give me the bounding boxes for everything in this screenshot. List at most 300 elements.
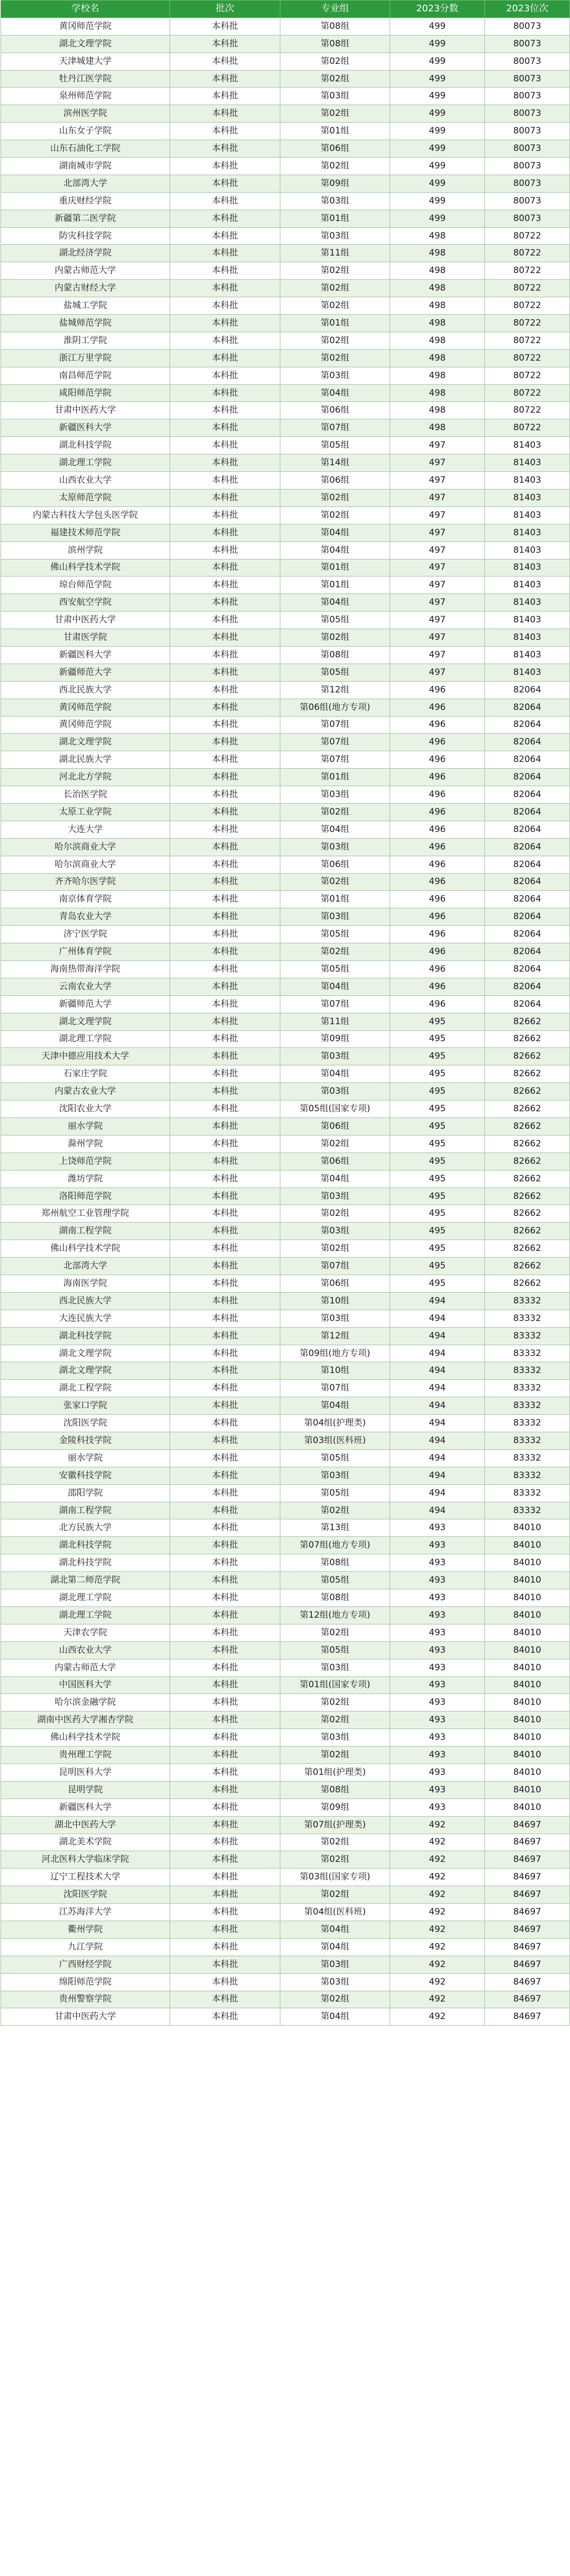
score-cell: 498 xyxy=(390,297,485,315)
school-name-cell: 江苏海洋大学 xyxy=(1,1904,170,1921)
rank-cell: 81403 xyxy=(485,612,570,629)
table-row xyxy=(1,18,570,35)
score-cell: 493 xyxy=(390,1537,485,1554)
rank-cell: 82662 xyxy=(485,1188,570,1205)
batch-cell: 本科批 xyxy=(170,192,280,210)
school-name-cell: 济宁医学院 xyxy=(1,926,170,943)
score-cell: 498 xyxy=(390,315,485,332)
school-name-cell: 贵州警察学院 xyxy=(1,1991,170,2008)
table-row xyxy=(1,978,570,995)
major-group-cell: 第03组(医科班) xyxy=(280,1432,390,1450)
batch-cell: 本科批 xyxy=(170,1258,280,1275)
rank-cell: 83332 xyxy=(485,1345,570,1362)
school-name-cell: 滨州医学院 xyxy=(1,105,170,123)
score-cell: 493 xyxy=(390,1764,485,1781)
school-name-cell: 湖北文理学院 xyxy=(1,1013,170,1030)
major-group-cell: 第07组 xyxy=(280,716,390,734)
batch-cell: 本科批 xyxy=(170,559,280,577)
batch-cell: 本科批 xyxy=(170,1869,280,1886)
batch-cell: 本科批 xyxy=(170,1100,280,1118)
batch-cell: 本科批 xyxy=(170,175,280,192)
score-cell: 493 xyxy=(390,1554,485,1572)
major-group-cell: 第01组 xyxy=(280,210,390,227)
rank-cell: 84697 xyxy=(485,1973,570,1991)
score-cell: 496 xyxy=(390,995,485,1013)
batch-cell: 本科批 xyxy=(170,1764,280,1781)
school-name-cell: 西北民族大学 xyxy=(1,1292,170,1310)
rank-cell: 82064 xyxy=(485,995,570,1013)
score-cell: 495 xyxy=(390,1223,485,1240)
batch-cell: 本科批 xyxy=(170,280,280,297)
batch-cell: 本科批 xyxy=(170,1467,280,1484)
batch-cell: 本科批 xyxy=(170,1327,280,1345)
major-group-cell: 第08组 xyxy=(280,1554,390,1572)
score-cell: 499 xyxy=(390,18,485,35)
table-row xyxy=(1,838,570,856)
rank-cell: 80073 xyxy=(485,192,570,210)
batch-cell: 本科批 xyxy=(170,1240,280,1258)
school-name-cell: 湖北理工学院 xyxy=(1,1030,170,1048)
batch-cell: 本科批 xyxy=(170,612,280,629)
rank-cell: 83332 xyxy=(485,1484,570,1502)
score-cell: 499 xyxy=(390,123,485,140)
table-row xyxy=(1,734,570,751)
header-rank-2023: 2023位次 xyxy=(485,1,570,18)
major-group-cell: 第02组 xyxy=(280,349,390,367)
score-cell: 495 xyxy=(390,1258,485,1275)
batch-cell: 本科批 xyxy=(170,454,280,472)
batch-cell: 本科批 xyxy=(170,856,280,873)
school-name-cell: 西北民族大学 xyxy=(1,681,170,699)
table-row xyxy=(1,1519,570,1537)
batch-cell: 本科批 xyxy=(170,577,280,594)
batch-cell: 本科批 xyxy=(170,960,280,978)
school-name-cell: 佛山科学技术学院 xyxy=(1,1240,170,1258)
major-group-cell: 第08组 xyxy=(280,1589,390,1607)
major-group-cell: 第03组 xyxy=(280,192,390,210)
table-row xyxy=(1,53,570,70)
batch-cell: 本科批 xyxy=(170,1310,280,1327)
score-cell: 493 xyxy=(390,1747,485,1764)
major-group-cell: 第03组 xyxy=(280,1973,390,1991)
batch-cell: 本科批 xyxy=(170,995,280,1013)
school-name-cell: 湖北理工学院 xyxy=(1,1589,170,1607)
batch-cell: 本科批 xyxy=(170,262,280,280)
rank-cell: 81403 xyxy=(485,489,570,506)
school-name-cell: 金陵科技学院 xyxy=(1,1432,170,1450)
rank-cell: 84010 xyxy=(485,1589,570,1607)
major-group-cell: 第02组 xyxy=(280,629,390,647)
major-group-cell: 第02组 xyxy=(280,158,390,175)
table-row xyxy=(1,786,570,804)
score-cell: 492 xyxy=(390,1973,485,1991)
school-name-cell: 哈尔滨商业大学 xyxy=(1,838,170,856)
batch-cell: 本科批 xyxy=(170,402,280,419)
batch-cell: 本科批 xyxy=(170,1554,280,1572)
table-row xyxy=(1,1973,570,1991)
table-row xyxy=(1,1449,570,1467)
rank-cell: 82064 xyxy=(485,751,570,769)
major-group-cell: 第02组 xyxy=(280,1624,390,1641)
score-cell: 496 xyxy=(390,803,485,821)
rank-cell: 81403 xyxy=(485,559,570,577)
rank-cell: 83332 xyxy=(485,1397,570,1415)
table-row xyxy=(1,1676,570,1694)
major-group-cell: 第03组 xyxy=(280,1956,390,1973)
table-row xyxy=(1,1118,570,1136)
rank-cell: 80722 xyxy=(485,297,570,315)
header-major-group: 专业组 xyxy=(280,1,390,18)
rank-cell: 84010 xyxy=(485,1747,570,1764)
table-row xyxy=(1,995,570,1013)
table-row xyxy=(1,367,570,384)
school-name-cell: 湖南工程学院 xyxy=(1,1223,170,1240)
table-row xyxy=(1,803,570,821)
school-name-cell: 衢州学院 xyxy=(1,1921,170,1938)
major-group-cell: 第12组 xyxy=(280,681,390,699)
table-row xyxy=(1,1153,570,1170)
rank-cell: 84010 xyxy=(485,1694,570,1711)
table-row xyxy=(1,612,570,629)
major-group-cell: 第09组 xyxy=(280,1799,390,1816)
batch-cell: 本科批 xyxy=(170,1659,280,1676)
table-row xyxy=(1,192,570,210)
school-name-cell: 湖北工程学院 xyxy=(1,1380,170,1397)
table-row xyxy=(1,297,570,315)
table-row xyxy=(1,1432,570,1450)
major-group-cell: 第03组 xyxy=(280,1048,390,1065)
batch-cell: 本科批 xyxy=(170,629,280,647)
major-group-cell: 第03组 xyxy=(280,786,390,804)
score-cell: 494 xyxy=(390,1380,485,1397)
major-group-cell: 第02组 xyxy=(280,280,390,297)
score-cell: 494 xyxy=(390,1467,485,1484)
major-group-cell: 第05组 xyxy=(280,664,390,681)
school-name-cell: 大连民族大学 xyxy=(1,1310,170,1327)
school-name-cell: 潍坊学院 xyxy=(1,1170,170,1188)
major-group-cell: 第01组 xyxy=(280,315,390,332)
table-row xyxy=(1,1589,570,1607)
score-cell: 496 xyxy=(390,681,485,699)
batch-cell: 本科批 xyxy=(170,1641,280,1659)
rank-cell: 83332 xyxy=(485,1362,570,1380)
major-group-cell: 第07组 xyxy=(280,995,390,1013)
score-cell: 499 xyxy=(390,53,485,70)
batch-cell: 本科批 xyxy=(170,1834,280,1851)
score-cell: 496 xyxy=(390,960,485,978)
batch-cell: 本科批 xyxy=(170,297,280,315)
table-row xyxy=(1,1869,570,1886)
table-row xyxy=(1,1711,570,1729)
table-row xyxy=(1,873,570,891)
rank-cell: 80722 xyxy=(485,402,570,419)
school-name-cell: 湖北科技学院 xyxy=(1,1327,170,1345)
table-row xyxy=(1,227,570,245)
rank-cell: 81403 xyxy=(485,541,570,559)
rank-cell: 82064 xyxy=(485,978,570,995)
rank-cell: 82064 xyxy=(485,908,570,926)
major-group-cell: 第03组 xyxy=(280,838,390,856)
batch-cell: 本科批 xyxy=(170,472,280,489)
table-row xyxy=(1,1065,570,1083)
header-school-name: 学校名 xyxy=(1,1,170,18)
major-group-cell: 第06组 xyxy=(280,140,390,158)
header-batch: 批次 xyxy=(170,1,280,18)
batch-cell: 本科批 xyxy=(170,1729,280,1747)
major-group-cell: 第01组 xyxy=(280,891,390,908)
batch-cell: 本科批 xyxy=(170,53,280,70)
major-group-cell: 第02组 xyxy=(280,1886,390,1904)
batch-cell: 本科批 xyxy=(170,1781,280,1799)
school-name-cell: 福建技术师范学院 xyxy=(1,524,170,541)
school-name-cell: 大连大学 xyxy=(1,821,170,838)
table-row xyxy=(1,1799,570,1816)
major-group-cell: 第12组(地方专项) xyxy=(280,1606,390,1624)
score-cell: 498 xyxy=(390,349,485,367)
major-group-cell: 第04组 xyxy=(280,1065,390,1083)
score-cell: 499 xyxy=(390,35,485,53)
school-name-cell: 湖北理工学院 xyxy=(1,454,170,472)
score-cell: 495 xyxy=(390,1048,485,1065)
major-group-cell: 第07组(护理类) xyxy=(280,1816,390,1834)
score-cell: 494 xyxy=(390,1345,485,1362)
table-row xyxy=(1,1083,570,1100)
table-row xyxy=(1,891,570,908)
school-name-cell: 淮阴工学院 xyxy=(1,332,170,349)
table-row xyxy=(1,664,570,681)
school-name-cell: 新疆医科大学 xyxy=(1,419,170,437)
major-group-cell: 第06组 xyxy=(280,1118,390,1136)
header-score-2023: 2023分数 xyxy=(390,1,485,18)
major-group-cell: 第07组 xyxy=(280,751,390,769)
major-group-cell: 第03组 xyxy=(280,227,390,245)
major-group-cell: 第02组 xyxy=(280,1240,390,1258)
batch-cell: 本科批 xyxy=(170,803,280,821)
school-name-cell: 天津农学院 xyxy=(1,1624,170,1641)
table-row xyxy=(1,1345,570,1362)
score-cell: 499 xyxy=(390,210,485,227)
rank-cell: 82662 xyxy=(485,1240,570,1258)
major-group-cell: 第11组 xyxy=(280,245,390,262)
school-name-cell: 绵阳师范学院 xyxy=(1,1973,170,1991)
score-cell: 496 xyxy=(390,908,485,926)
table-row xyxy=(1,105,570,123)
batch-cell: 本科批 xyxy=(170,1292,280,1310)
score-cell: 496 xyxy=(390,891,485,908)
major-group-cell: 第01组 xyxy=(280,123,390,140)
batch-cell: 本科批 xyxy=(170,332,280,349)
major-group-cell: 第01组(国家专项) xyxy=(280,1676,390,1694)
table-row xyxy=(1,1781,570,1799)
major-group-cell: 第04组(护理类) xyxy=(280,1415,390,1432)
major-group-cell: 第06组 xyxy=(280,472,390,489)
batch-cell: 本科批 xyxy=(170,1747,280,1764)
major-group-cell: 第02组 xyxy=(280,1834,390,1851)
rank-cell: 83332 xyxy=(485,1449,570,1467)
school-name-cell: 丽水学院 xyxy=(1,1449,170,1467)
score-cell: 493 xyxy=(390,1519,485,1537)
batch-cell: 本科批 xyxy=(170,1991,280,2008)
rank-cell: 82662 xyxy=(485,1258,570,1275)
score-cell: 497 xyxy=(390,646,485,664)
batch-cell: 本科批 xyxy=(170,1449,280,1467)
table-row xyxy=(1,541,570,559)
score-cell: 498 xyxy=(390,280,485,297)
major-group-cell: 第01组 xyxy=(280,559,390,577)
school-name-cell: 郑州航空工业管理学院 xyxy=(1,1205,170,1223)
table-row xyxy=(1,751,570,769)
score-cell: 492 xyxy=(390,1991,485,2008)
table-row xyxy=(1,1275,570,1293)
rank-cell: 82662 xyxy=(485,1205,570,1223)
major-group-cell: 第02组 xyxy=(280,332,390,349)
school-name-cell: 新疆第二医学院 xyxy=(1,210,170,227)
table-row xyxy=(1,960,570,978)
rank-cell: 80722 xyxy=(485,262,570,280)
school-name-cell: 云南农业大学 xyxy=(1,978,170,995)
major-group-cell: 第13组 xyxy=(280,1519,390,1537)
rank-cell: 81403 xyxy=(485,524,570,541)
score-cell: 492 xyxy=(390,1904,485,1921)
score-cell: 498 xyxy=(390,332,485,349)
major-group-cell: 第01组(护理类) xyxy=(280,1764,390,1781)
batch-cell: 本科批 xyxy=(170,978,280,995)
school-name-cell: 甘肃中医药大学 xyxy=(1,2008,170,2026)
rank-cell: 82064 xyxy=(485,838,570,856)
batch-cell: 本科批 xyxy=(170,1484,280,1502)
school-name-cell: 滁州学院 xyxy=(1,1135,170,1153)
major-group-cell: 第02组 xyxy=(280,1205,390,1223)
school-name-cell: 安徽科技学院 xyxy=(1,1467,170,1484)
table-row xyxy=(1,1467,570,1484)
score-cell: 498 xyxy=(390,245,485,262)
major-group-cell: 第05组 xyxy=(280,926,390,943)
rank-cell: 80722 xyxy=(485,245,570,262)
batch-cell: 本科批 xyxy=(170,926,280,943)
table-row xyxy=(1,629,570,647)
major-group-cell: 第03组 xyxy=(280,1310,390,1327)
table-row xyxy=(1,1240,570,1258)
major-group-cell: 第02组 xyxy=(280,1991,390,2008)
table-row xyxy=(1,1886,570,1904)
major-group-cell: 第04组 xyxy=(280,384,390,402)
batch-cell: 本科批 xyxy=(170,105,280,123)
score-cell: 492 xyxy=(390,1816,485,1834)
rank-cell: 81403 xyxy=(485,454,570,472)
table-row xyxy=(1,454,570,472)
major-group-cell: 第14组 xyxy=(280,454,390,472)
rank-cell: 82064 xyxy=(485,856,570,873)
score-cell: 494 xyxy=(390,1449,485,1467)
score-cell: 493 xyxy=(390,1606,485,1624)
major-group-cell: 第09组 xyxy=(280,1030,390,1048)
major-group-cell: 第10组 xyxy=(280,1362,390,1380)
major-group-cell: 第09组(地方专项) xyxy=(280,1345,390,1362)
rank-cell: 84010 xyxy=(485,1572,570,1589)
batch-cell: 本科批 xyxy=(170,908,280,926)
table-row xyxy=(1,1223,570,1240)
score-cell: 496 xyxy=(390,751,485,769)
score-cell: 495 xyxy=(390,1275,485,1293)
batch-cell: 本科批 xyxy=(170,506,280,524)
batch-cell: 本科批 xyxy=(170,1345,280,1362)
rank-cell: 80073 xyxy=(485,70,570,88)
score-cell: 497 xyxy=(390,577,485,594)
batch-cell: 本科批 xyxy=(170,1711,280,1729)
score-cell: 496 xyxy=(390,821,485,838)
major-group-cell: 第03组 xyxy=(280,88,390,105)
table-row xyxy=(1,926,570,943)
batch-cell: 本科批 xyxy=(170,838,280,856)
table-row xyxy=(1,88,570,105)
rank-cell: 80722 xyxy=(485,280,570,297)
rank-cell: 82064 xyxy=(485,803,570,821)
batch-cell: 本科批 xyxy=(170,227,280,245)
score-cell: 495 xyxy=(390,1170,485,1188)
rank-cell: 81403 xyxy=(485,646,570,664)
school-name-cell: 太原师范学院 xyxy=(1,489,170,506)
rank-cell: 84697 xyxy=(485,1921,570,1938)
school-name-cell: 山西农业大学 xyxy=(1,472,170,489)
school-name-cell: 防灾科技学院 xyxy=(1,227,170,245)
major-group-cell: 第02组 xyxy=(280,70,390,88)
rank-cell: 80073 xyxy=(485,35,570,53)
score-cell: 499 xyxy=(390,192,485,210)
score-cell: 496 xyxy=(390,856,485,873)
major-group-cell: 第02组 xyxy=(280,297,390,315)
batch-cell: 本科批 xyxy=(170,1048,280,1065)
batch-cell: 本科批 xyxy=(170,716,280,734)
score-cell: 492 xyxy=(390,1834,485,1851)
table-row xyxy=(1,245,570,262)
batch-cell: 本科批 xyxy=(170,943,280,961)
batch-cell: 本科批 xyxy=(170,35,280,53)
school-name-cell: 滨州学院 xyxy=(1,541,170,559)
school-name-cell: 贵州理工学院 xyxy=(1,1747,170,1764)
table-row xyxy=(1,1694,570,1711)
school-name-cell: 天津城建大学 xyxy=(1,53,170,70)
major-group-cell: 第06组(地方专项) xyxy=(280,699,390,716)
school-name-cell: 新疆师范大学 xyxy=(1,995,170,1013)
major-group-cell: 第11组 xyxy=(280,1013,390,1030)
major-group-cell: 第04组 xyxy=(280,1170,390,1188)
score-cell: 497 xyxy=(390,664,485,681)
school-name-cell: 甘肃中医药大学 xyxy=(1,402,170,419)
batch-cell: 本科批 xyxy=(170,2008,280,2026)
table-row xyxy=(1,349,570,367)
table-row xyxy=(1,419,570,437)
major-group-cell: 第03组 xyxy=(280,1467,390,1484)
score-cell: 497 xyxy=(390,472,485,489)
batch-cell: 本科批 xyxy=(170,1415,280,1432)
table-row xyxy=(1,1100,570,1118)
batch-cell: 本科批 xyxy=(170,349,280,367)
score-cell: 498 xyxy=(390,367,485,384)
score-cell: 494 xyxy=(390,1415,485,1432)
table-row xyxy=(1,1956,570,1973)
score-cell: 492 xyxy=(390,1956,485,1973)
rank-cell: 84010 xyxy=(485,1781,570,1799)
major-group-cell: 第04组 xyxy=(280,594,390,612)
table-row xyxy=(1,1537,570,1554)
rank-cell: 84010 xyxy=(485,1729,570,1747)
batch-cell: 本科批 xyxy=(170,1118,280,1136)
batch-cell: 本科批 xyxy=(170,1397,280,1415)
score-cell: 499 xyxy=(390,140,485,158)
major-group-cell: 第02组 xyxy=(280,1502,390,1519)
rank-cell: 80073 xyxy=(485,158,570,175)
table-row xyxy=(1,1013,570,1030)
